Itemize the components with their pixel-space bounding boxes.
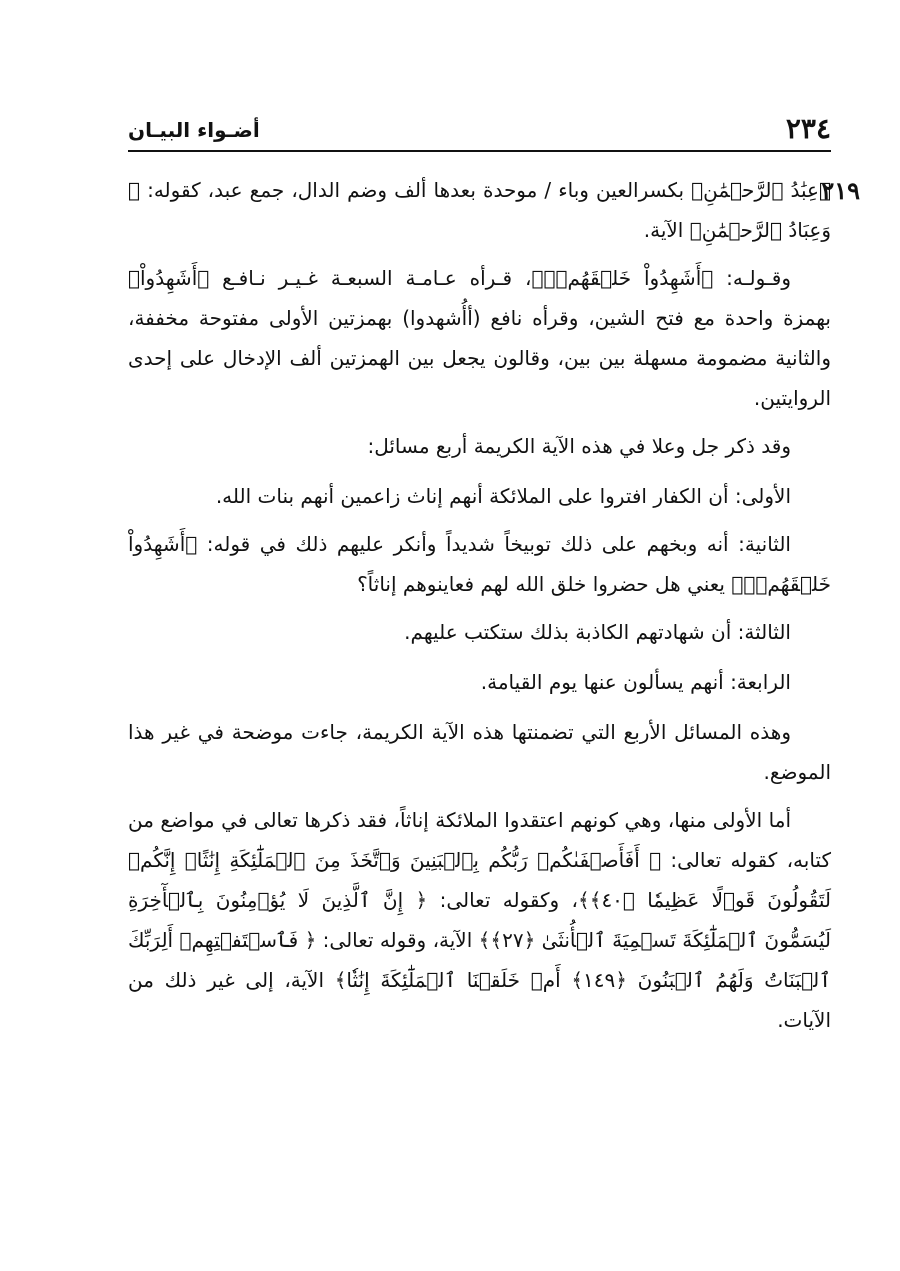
page-header: [128, 108, 831, 148]
verse-number: ٢١٩: [821, 176, 860, 205]
header-rule: [128, 150, 831, 152]
page-body: [128, 170, 831, 1048]
paragraph-5: الثانية: أنه وبخهم على ذلك توبيخاً شديداً وأنكر عليهم ذلك في قوله: ﴿أَشَهِدُواْ خَلۡقَهُمۡۚ﴾ يعني هل حضروا خلق الله لهم فعاينوهم إناثاً؟: [128, 532, 831, 596]
page-number: ٢٣٤: [785, 112, 831, 145]
paragraph-7: الرابعة: أنهم يسألون عنها يوم القيامة.: [480, 670, 791, 694]
paragraph-8: وهذه المسائل الأربع التي تضمنتها هذه الآية الكريمة، جاءت موضحة في غير هذا الموضع.: [128, 720, 831, 784]
paragraph-3: وقد ذكر جل وعلا في هذه الآية الكريمة أربع مسائل:: [367, 434, 791, 458]
paragraph-2: وقـولـه: ﴿أَشَهِدُواْ خَلۡقَهُمۡۚ﴾، قـرأه عـامـة السبعـة غـيـر نـافـع ﴿أَشَهِدُواْ﴾ بهمزة واحدة مع فتح الشين، وقرأه نافع (أأُشهدوا) بهمزتين الأولى مفتوحة مخففة، والثانية مضمومة مسهلة بين بين، وقالون يجعل بين الهمزتين ألف الإدخال على إحدى الروايتين.: [128, 266, 831, 410]
paragraph-4: الأولى: أن الكفار افتروا على الملائكة أنهم إناث زاعمين أنهم بنات الله.: [215, 484, 791, 508]
paragraph-1: ﴿عِبَٰدُ ٱلرَّحۡمَٰنِ﴾ بكسرالعين وباء / موحدة بعدها ألف وضم الدال، جمع عبد، كقوله: ﴿ وَعِبَادُ ٱلرَّحۡمَٰنِ﴾ الآية.: [128, 178, 831, 242]
paragraph-9: أما الأولى منها، وهي كونهم اعتقدوا الملائكة إناثاً، فقد ذكرها تعالى في مواضع من كتابه، كقوله تعالى: ﴿ أَفَأَصۡفَىٰكُمۡ رَبُّكُم بِٱلۡبَنِينَ وَٱتَّخَذَ مِنَ ٱلۡمَلَٰٓئِكَةِ إِنَٰثًاۚ إِنَّكُمۡ لَتَقُولُونَ قَوۡلًا عَظِيمٗا ﴿٤٠﴾﴾، وكقوله تعالى: ﴿ إِنَّ ٱلَّذِينَ لَا يُؤۡمِنُونَ بِٱلۡأٓخِرَةِ لَيُسَمُّونَ ٱلۡمَلَٰٓئِكَةَ تَسۡمِيَةَ ٱلۡأُنثَىٰ ﴿٢٧﴾﴾ الآية، وقوله تعالى: ﴿ فَٱسۡتَفۡتِهِمۡ أَلِرَبِّكَ ٱلۡبَنَاتُ وَلَهُمُ ٱلۡبَنُونَ ﴿١٤٩﴾ أَمۡ خَلَقۡنَا ٱلۡمَلَٰٓئِكَةَ إِنَٰثٗا﴾ الآية، إلى غير ذلك من الآيات.: [128, 808, 831, 1032]
book-title: أضـواء البيـان: [128, 118, 260, 142]
paragraph-6: الثالثة: أن شهادتهم الكاذبة بذلك ستكتب عليهم.: [404, 620, 791, 644]
